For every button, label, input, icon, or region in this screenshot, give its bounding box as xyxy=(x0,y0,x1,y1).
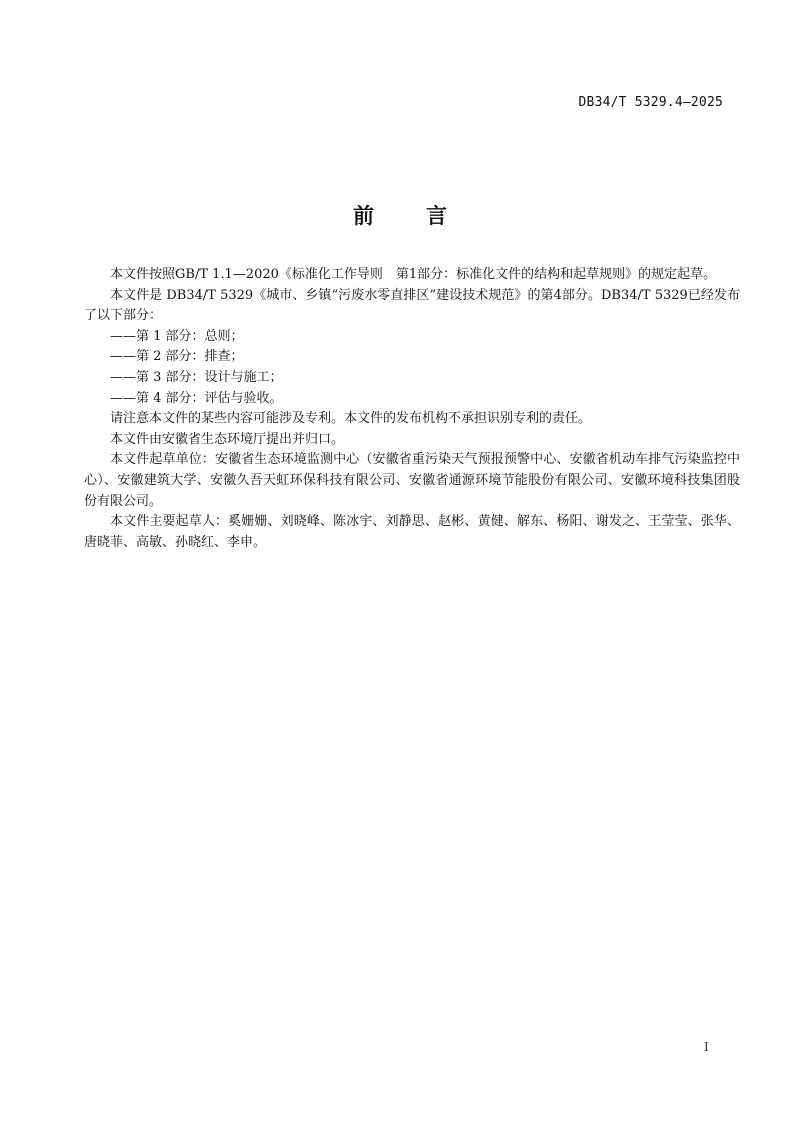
paragraph-drafting-rules: 本文件按照GB/T 1.1—2020《标准化工作导则 第1部分：标准化文件的结构和起草规则》的规定起草。 xyxy=(110,267,717,282)
foreword-body xyxy=(84,265,740,553)
paragraph-proposer: 本文件由安徽省生态环境厅提出并归口。 xyxy=(110,431,345,447)
paragraph-drafting-units: 本文件起草单位：安徽省生态环境监测中心（安徽省重污染天气预报预警中心、安徽省机动车排气污染监控中心）、安徽建筑大学、安徽久吾天虹环保科技有限公司、安徽省通源环境节能股份有限公司、安徽环境科技集团股份有限公司。 xyxy=(84,452,740,509)
paragraph-patent-notice: 请注意本文件的某些内容可能涉及专利。本文件的发布机构不承担识别专利的责任。 xyxy=(110,411,592,427)
list-item: ——第 1 部分：总则； xyxy=(110,328,244,344)
list-item: ——第 4 部分：评估与验收。 xyxy=(110,390,283,406)
page-number: I xyxy=(704,1040,709,1054)
list-item: ——第 3 部分：设计与施工； xyxy=(110,369,283,385)
title-char-2: 言 xyxy=(426,204,447,228)
title-char-1: 前 xyxy=(353,204,374,228)
list-item: ——第 2 部分：排查； xyxy=(110,349,244,365)
paragraph-part-info: 本文件是 DB34/T 5329《城市、乡镇“污废水零直排区”建设技术规范》的第4部分。DB34/T 5329已经发布了以下部分： xyxy=(84,287,740,324)
document-number: DB34/T 5329.4—2025 xyxy=(578,95,723,110)
paragraph-drafters: 本文件主要起草人：奚姗姗、刘晓峰、陈冰宇、刘静思、赵彬、黄健、解东、杨阳、谢发之、王莹莹、张华、唐晓菲、高敏、孙晓红、李申。 xyxy=(84,514,740,550)
page-title xyxy=(0,200,800,230)
